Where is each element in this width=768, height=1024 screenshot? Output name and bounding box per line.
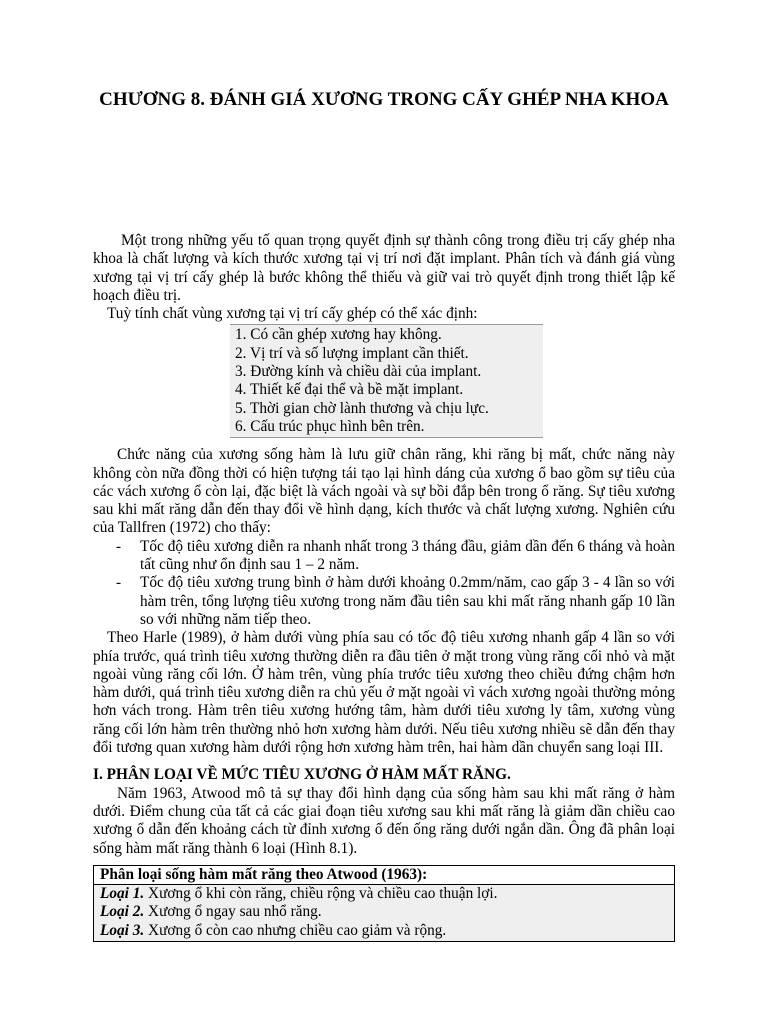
body-text <box>93 232 675 942</box>
atwood-classification-table <box>93 865 675 942</box>
row-label: Loại 2. <box>100 903 145 921</box>
function-paragraph: Chức năng của xương sống hàm là lưu giữ chân răng, khi răng bị mất, chức năng này không còn nữa đồng thời có hiện tượng tái tạo lại hình dáng của xương ổ bao gồm sự tiêu của các vách xương ổ còn lại, đặc biệt là vách ngoài và sự bồi đắp bên trong ổ răng. Sự tiêu xương sau khi mất răng dẫn đến thay đổi về hình dạng, kích thước và chất lượng xương. Nghiên cứu của Tallfren (1972) cho thấy: <box>93 446 675 537</box>
table-row <box>100 903 674 921</box>
determinants-box <box>230 324 543 438</box>
row-label: Loại 1. <box>100 885 145 903</box>
chapter-title: CHƯƠNG 8. ĐÁNH GIÁ XƯƠNG TRONG CẤY GHÉP NHA KHOA <box>99 89 669 110</box>
list-item-text: Tốc độ tiêu xương diễn ra nhanh nhất trong 3 tháng đầu, giảm dần đến 6 tháng và hoàn tất cũng như ổn định sau 1 – 2 năm. <box>140 537 675 574</box>
row-label: Loại 3. <box>100 921 145 939</box>
list-item <box>93 538 675 575</box>
table-body <box>94 885 674 941</box>
lead-in-text: Tuỳ tính chất vùng xương tại vị trí cấy ghép có thể xác định: <box>107 305 478 323</box>
bullet-dash: - <box>116 574 122 592</box>
table-row <box>100 922 674 940</box>
determinant-item: 1. Có cần ghép xương hay không. <box>235 326 442 344</box>
bullet-dash: - <box>116 537 122 555</box>
list-item-text: Tốc độ tiêu xương trung bình ở hàm dưới khoảng 0.2mm/năm, cao gấp 3 - 4 lần so với hàm trên, tổng lượng tiêu xương trong năm đầu tiên sau khi mất răng nhanh gấp 10 lần so với những năm tiếp theo. <box>140 574 675 628</box>
determinant-item: 6. Cấu trúc phục hình bên trên. <box>235 417 425 435</box>
list-item <box>93 574 675 629</box>
atwood-paragraph: Năm 1963, Atwood mô tả sự thay đổi hình dạng của sống hàm sau khi mất răng ở hàm dưới. Điểm chung của tất cả các giai đoạn tiêu xương sau khi mất răng là giảm dần chiều cao xương ổ dẫn đến khoảng cách từ đỉnh xương ổ đến ống răng dưới ngắn dần. Ông đã phân loại sống hàm mất răng thành 6 loại (Hình 8.1). <box>93 784 675 857</box>
determinant-item: 4. Thiết kế đại thể và bề mặt implant. <box>235 381 464 399</box>
row-text: Xương ổ còn cao nhưng chiều cao giảm và rộng. <box>144 921 447 939</box>
harle-paragraph: Theo Harle (1989), ở hàm dưới vùng phía sau có tốc độ tiêu xương nhanh gấp 4 lần so với phía trước, quá trình tiêu xương thường diễn ra đầu tiên ở mặt trong vùng răng cối nhỏ và mặt ngoài vùng răng cối lớn. Ở hàm trên, vùng phía trước tiêu xương theo chiều đứng chậm hơn hàm dưới, quá trình tiêu xương diễn ra chủ yếu ở mặt ngoài vì vách xương ngoài thường mỏng hơn vách trong. Hàm trên tiêu xương hướng tâm, hàm dưới tiêu xương ly tâm, xương vùng răng cối lớn hàm trên thường nhỏ hơn xương hàm dưới. Nếu tiêu xương nhiều sẽ dẫn đến thay đổi tương quan xương hàm dưới rộng hơn xương hàm trên, hai hàm dần chuyển sang loại III. <box>93 629 675 757</box>
table-header: Phân loại sống hàm mất răng theo Atwood (1963): <box>94 866 674 885</box>
tallgren-findings-list <box>93 538 675 629</box>
determinant-item: 2. Vị trí và số lượng implant cần thiết. <box>235 344 469 362</box>
table-row <box>100 885 674 903</box>
intro-paragraph: Một trong những yếu tố quan trọng quyết định sự thành công trong điều trị cấy ghép nha khoa là chất lượng và kích thước xương tại vị trí nơi đặt implant. Phân tích và đánh giá vùng xương tại vị trí cấy ghép là bước không thể thiếu và giữ vai trò quyết định trong thiết lập kế hoạch điều trị. <box>93 232 675 304</box>
row-text: Xương ổ khi còn răng, chiều rộng và chiều cao thuận lợi. <box>144 885 498 903</box>
determinant-item: 3. Đường kính và chiều dài của implant. <box>235 363 482 381</box>
row-text: Xương ổ ngay sau nhổ răng. <box>144 903 322 921</box>
determinant-item: 5. Thời gian chờ lành thương và chịu lực. <box>235 399 489 417</box>
section-heading: I. PHÂN LOẠI VỀ MỨC TIÊU XƯƠNG Ở HÀM MẤT RĂNG. <box>93 766 511 784</box>
